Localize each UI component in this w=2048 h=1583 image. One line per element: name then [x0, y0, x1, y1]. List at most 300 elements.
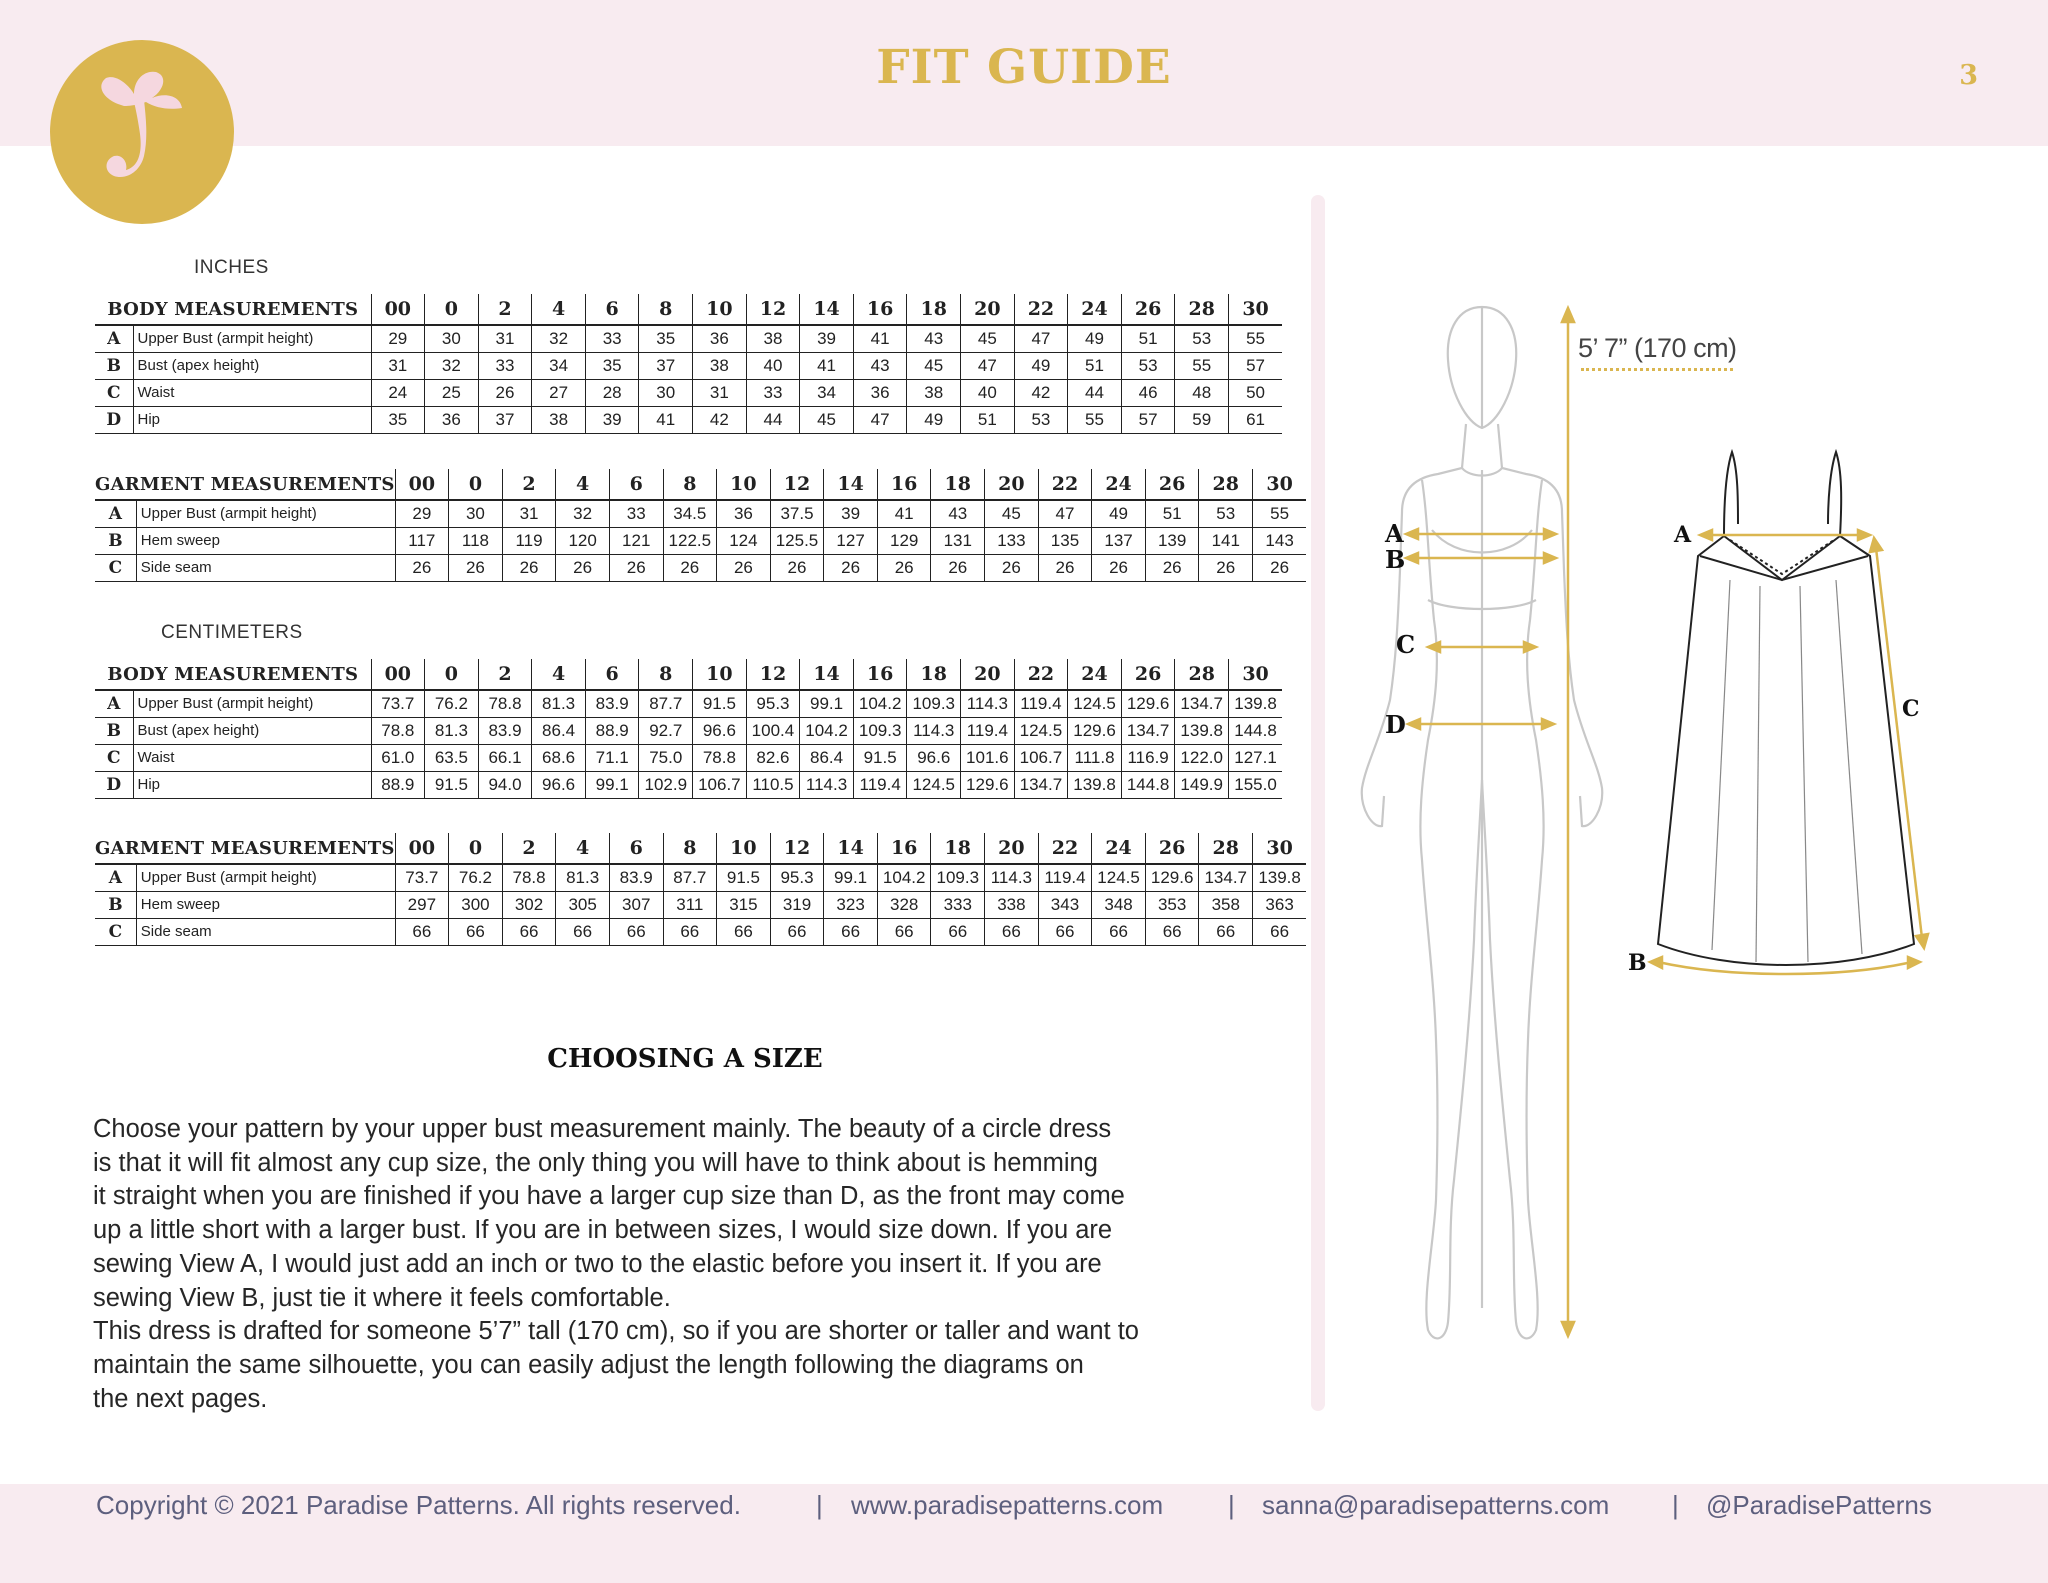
table-cell: 33 [478, 352, 532, 379]
row-label: Hip [133, 406, 371, 433]
table-cell: 39 [824, 500, 878, 527]
row-letter: C [95, 918, 136, 945]
table-cell: 35 [585, 352, 639, 379]
size-header: 0 [449, 833, 503, 864]
table-cell: 45 [985, 500, 1039, 527]
page-title: FIT GUIDE [876, 40, 1172, 95]
footer-separator-1: | [816, 1490, 823, 1520]
table-cell: 44 [746, 406, 800, 433]
table-cell: 26 [609, 554, 663, 581]
table-cell: 39 [585, 406, 639, 433]
text-line: sewing View A, I would just add an inch or two to the elastic before you insert it. If you are [93, 1249, 1102, 1278]
size-header: 8 [639, 659, 693, 690]
size-header: 16 [853, 294, 907, 325]
table-cell: 51 [1145, 500, 1199, 527]
footer-social-link[interactable]: @ParadisePatterns [1706, 1490, 1932, 1520]
row-letter: B [95, 352, 133, 379]
table-cell: 122.0 [1175, 744, 1229, 771]
inches-label: INCHES [194, 257, 269, 278]
table-cell: 51 [1068, 352, 1122, 379]
size-header: 30 [1253, 469, 1307, 500]
table-cell: 100.4 [746, 717, 800, 744]
body-label-a: A [1385, 519, 1404, 548]
size-header: 8 [639, 294, 693, 325]
table-row [95, 406, 1282, 433]
table-cell: 133 [985, 527, 1039, 554]
table-cell: 30 [425, 325, 479, 352]
table-cell: 83.9 [478, 717, 532, 744]
table-cell: 94.0 [478, 771, 532, 798]
row-letter: A [95, 864, 136, 891]
table-cell: 41 [639, 406, 693, 433]
size-header: 10 [717, 469, 771, 500]
table-cell: 66 [770, 918, 824, 945]
dress-label-b: B [1628, 950, 1647, 976]
size-header: 0 [425, 659, 479, 690]
table-cell: 66 [502, 918, 556, 945]
table-cell: 26 [1145, 554, 1199, 581]
row-letter: B [95, 527, 136, 554]
table-cell: 40 [746, 352, 800, 379]
dress-drawing [1658, 452, 1914, 965]
table-header-row [95, 659, 1282, 690]
table-cell: 26 [556, 554, 610, 581]
table-cell: 66.1 [478, 744, 532, 771]
row-label: Hem sweep [136, 891, 395, 918]
table-cell: 143 [1253, 527, 1307, 554]
table-cell: 32 [425, 352, 479, 379]
table-cell: 26 [1092, 554, 1146, 581]
paragraph-2 [93, 1315, 1293, 1416]
size-header: 4 [556, 833, 610, 864]
size-header: 2 [478, 294, 532, 325]
row-label: Upper Bust (armpit height) [136, 864, 395, 891]
size-header: 20 [985, 469, 1039, 500]
table-cell: 117 [395, 527, 449, 554]
table-cell: 41 [877, 500, 931, 527]
row-label: Hip [133, 771, 371, 798]
table-cell: 111.8 [1068, 744, 1122, 771]
size-header: 22 [1014, 294, 1068, 325]
size-header: 10 [693, 294, 747, 325]
table-cell: 315 [717, 891, 771, 918]
size-header: 00 [395, 469, 449, 500]
size-header: 18 [907, 659, 961, 690]
size-header: 24 [1092, 833, 1146, 864]
table-cell: 45 [800, 406, 854, 433]
table-cell: 32 [532, 325, 586, 352]
table-cell: 66 [717, 918, 771, 945]
table-cell: 45 [907, 352, 961, 379]
table-cell: 76.2 [449, 864, 503, 891]
table-cell: 66 [395, 918, 449, 945]
size-header: 28 [1175, 659, 1229, 690]
size-header: 4 [532, 659, 586, 690]
choosing-size-text [93, 1113, 1293, 1416]
table-cell: 88.9 [585, 717, 639, 744]
row-letter: C [95, 379, 133, 406]
size-header: 8 [663, 833, 717, 864]
table-cell: 139.8 [1068, 771, 1122, 798]
table-cell: 37 [478, 406, 532, 433]
table-cell: 26 [663, 554, 717, 581]
dress-measure-labels [1628, 522, 1920, 976]
table-header-row [95, 469, 1306, 500]
size-header: 4 [556, 469, 610, 500]
size-header: 12 [770, 469, 824, 500]
table-cell: 119.4 [853, 771, 907, 798]
inches-garment-table [95, 469, 1306, 582]
table-cell: 86.4 [532, 717, 586, 744]
table-row [95, 554, 1306, 581]
table-cell: 87.7 [639, 690, 693, 717]
table-cell: 83.9 [609, 864, 663, 891]
table-cell: 139.8 [1229, 690, 1283, 717]
table-cell: 26 [770, 554, 824, 581]
table-cell: 109.3 [907, 690, 961, 717]
table-heading: GARMENT MEASUREMENTS [95, 469, 395, 500]
table-row [95, 690, 1282, 717]
table-row [95, 527, 1306, 554]
table-cell: 27 [532, 379, 586, 406]
table-row [95, 864, 1306, 891]
size-header: 14 [824, 469, 878, 500]
table-cell: 109.3 [931, 864, 985, 891]
table-cell: 51 [961, 406, 1015, 433]
table-cell: 35 [371, 406, 425, 433]
table-cell: 66 [1145, 918, 1199, 945]
table-cell: 135 [1038, 527, 1092, 554]
text-line: it straight when you are finished if you have a larger cup size than D, as the front may come [93, 1182, 1125, 1211]
size-header: 2 [502, 833, 556, 864]
table-cell: 40 [961, 379, 1015, 406]
centimeters-body-table [95, 659, 1282, 799]
table-cell: 297 [395, 891, 449, 918]
table-cell: 338 [985, 891, 1039, 918]
table-cell: 55 [1229, 325, 1283, 352]
row-label: Bust (apex height) [133, 717, 371, 744]
size-header: 26 [1121, 294, 1175, 325]
table-cell: 305 [556, 891, 610, 918]
table-cell: 124.5 [1068, 690, 1122, 717]
row-label: Waist [133, 744, 371, 771]
table-cell: 55 [1175, 352, 1229, 379]
text-line: up a little short with a larger bust. If you are in between sizes, I would size down. If you are [93, 1216, 1113, 1245]
table-cell: 26 [1253, 554, 1307, 581]
table-cell: 139.8 [1253, 864, 1307, 891]
table-cell: 96.6 [532, 771, 586, 798]
table-row [95, 918, 1306, 945]
size-header: 24 [1068, 294, 1122, 325]
size-header: 20 [961, 294, 1015, 325]
table-cell: 88.9 [371, 771, 425, 798]
table-cell: 124 [717, 527, 771, 554]
table-cell: 134.7 [1175, 690, 1229, 717]
table-cell: 95.3 [770, 864, 824, 891]
table-cell: 86.4 [800, 744, 854, 771]
table-cell: 81.3 [532, 690, 586, 717]
footer [0, 1490, 2048, 1526]
table-cell: 101.6 [961, 744, 1015, 771]
size-header: 12 [770, 833, 824, 864]
table-cell: 134.7 [1014, 771, 1068, 798]
table-cell: 36 [717, 500, 771, 527]
footer-website-link[interactable]: www.paradisepatterns.com [851, 1490, 1164, 1520]
table-cell: 358 [1199, 891, 1253, 918]
footer-separator-3: | [1672, 1490, 1679, 1520]
size-header: 14 [824, 833, 878, 864]
table-cell: 333 [931, 891, 985, 918]
table-cell: 119.4 [961, 717, 1015, 744]
size-header: 26 [1121, 659, 1175, 690]
row-letter: C [95, 744, 133, 771]
table-cell: 106.7 [1014, 744, 1068, 771]
table-cell: 99.1 [800, 690, 854, 717]
table-cell: 55 [1253, 500, 1307, 527]
table-cell: 104.2 [877, 864, 931, 891]
size-header: 12 [746, 659, 800, 690]
table-cell: 78.8 [693, 744, 747, 771]
table-cell: 121 [609, 527, 663, 554]
size-header: 30 [1229, 659, 1283, 690]
table-cell: 37 [639, 352, 693, 379]
table-cell: 36 [693, 325, 747, 352]
table-cell: 78.8 [478, 690, 532, 717]
table-cell: 49 [1068, 325, 1122, 352]
table-cell: 343 [1038, 891, 1092, 918]
size-header: 16 [853, 659, 907, 690]
size-header: 26 [1145, 469, 1199, 500]
centimeters-garment-table [95, 833, 1306, 946]
table-cell: 91.5 [717, 864, 771, 891]
table-cell: 37.5 [770, 500, 824, 527]
table-cell: 81.3 [556, 864, 610, 891]
table-cell: 319 [770, 891, 824, 918]
size-header: 00 [371, 659, 425, 690]
table-cell: 47 [1038, 500, 1092, 527]
footer-email-link[interactable]: sanna@paradisepatterns.com [1262, 1490, 1610, 1520]
table-cell: 82.6 [746, 744, 800, 771]
table-cell: 36 [425, 406, 479, 433]
table-heading: BODY MEASUREMENTS [95, 294, 371, 325]
table-cell: 73.7 [371, 690, 425, 717]
table-cell: 42 [1014, 379, 1068, 406]
table-cell: 26 [478, 379, 532, 406]
size-header: 22 [1014, 659, 1068, 690]
row-label: Upper Bust (armpit height) [136, 500, 395, 527]
centimeters-label: CENTIMETERS [161, 622, 303, 643]
table-cell: 26 [1038, 554, 1092, 581]
table-cell: 34.5 [663, 500, 717, 527]
table-cell: 28 [585, 379, 639, 406]
table-cell: 68.6 [532, 744, 586, 771]
table-row [95, 352, 1282, 379]
size-header: 0 [449, 469, 503, 500]
table-cell: 104.2 [853, 690, 907, 717]
table-cell: 66 [449, 918, 503, 945]
body-label-b: B [1385, 545, 1406, 574]
table-cell: 302 [502, 891, 556, 918]
table-cell: 71.1 [585, 744, 639, 771]
size-header: 22 [1038, 469, 1092, 500]
table-cell: 106.7 [693, 771, 747, 798]
table-cell: 127 [824, 527, 878, 554]
dress-label-a: A [1674, 522, 1692, 548]
table-row [95, 717, 1282, 744]
table-cell: 311 [663, 891, 717, 918]
size-header: 00 [371, 294, 425, 325]
table-cell: 49 [1014, 352, 1068, 379]
table-cell: 49 [1092, 500, 1146, 527]
table-cell: 49 [907, 406, 961, 433]
size-header: 26 [1145, 833, 1199, 864]
table-row [95, 325, 1282, 352]
table-cell: 42 [693, 406, 747, 433]
table-cell: 55 [1068, 406, 1122, 433]
table-row [95, 379, 1282, 406]
table-cell: 120 [556, 527, 610, 554]
row-label: Hem sweep [136, 527, 395, 554]
table-cell: 47 [1014, 325, 1068, 352]
table-cell: 114.3 [907, 717, 961, 744]
size-header: 8 [663, 469, 717, 500]
table-cell: 300 [449, 891, 503, 918]
table-row [95, 891, 1306, 918]
table-cell: 61.0 [371, 744, 425, 771]
table-cell: 114.3 [985, 864, 1039, 891]
size-header: 18 [931, 833, 985, 864]
row-label: Side seam [136, 554, 395, 581]
table-cell: 57 [1121, 406, 1175, 433]
table-header-row [95, 294, 1282, 325]
text-line: This dress is drafted for someone 5’7” tall (170 cm), so if you are shorter or taller and want to [93, 1317, 1139, 1346]
table-cell: 91.5 [693, 690, 747, 717]
inches-body-table [95, 294, 1282, 434]
table-cell: 66 [985, 918, 1039, 945]
table-cell: 31 [478, 325, 532, 352]
size-header: 28 [1175, 294, 1229, 325]
table-cell: 26 [824, 554, 878, 581]
dress-label-c: C [1902, 696, 1920, 722]
size-header: 0 [425, 294, 479, 325]
table-heading: GARMENT MEASUREMENTS [95, 833, 395, 864]
table-cell: 31 [502, 500, 556, 527]
text-line: maintain the same silhouette, you can easily adjust the length following the diagrams on [93, 1350, 1084, 1379]
table-cell: 31 [693, 379, 747, 406]
table-cell: 32 [556, 500, 610, 527]
table-cell: 139 [1145, 527, 1199, 554]
table-cell: 75.0 [639, 744, 693, 771]
table-cell: 78.8 [371, 717, 425, 744]
table-cell: 25 [425, 379, 479, 406]
table-cell: 131 [931, 527, 985, 554]
table-cell: 124.5 [1092, 864, 1146, 891]
table-cell: 144.8 [1229, 717, 1283, 744]
table-cell: 51 [1121, 325, 1175, 352]
size-header: 12 [746, 294, 800, 325]
table-header-row [95, 833, 1306, 864]
table-cell: 125.5 [770, 527, 824, 554]
table-cell: 137 [1092, 527, 1146, 554]
size-header: 2 [502, 469, 556, 500]
text-line: is that it will fit almost any cup size, the only thing you will have to think about is hemming [93, 1148, 1098, 1177]
size-header: 16 [877, 833, 931, 864]
size-header: 14 [800, 294, 854, 325]
size-header: 20 [961, 659, 1015, 690]
table-cell: 307 [609, 891, 663, 918]
row-label: Waist [133, 379, 371, 406]
table-cell: 53 [1014, 406, 1068, 433]
table-cell: 91.5 [425, 771, 479, 798]
table-cell: 134.7 [1199, 864, 1253, 891]
row-letter: A [95, 500, 136, 527]
table-cell: 129.6 [1121, 690, 1175, 717]
table-cell: 91.5 [853, 744, 907, 771]
table-cell: 43 [931, 500, 985, 527]
text-line: the next pages. [93, 1384, 268, 1413]
size-header: 6 [609, 469, 663, 500]
table-cell: 36 [853, 379, 907, 406]
table-cell: 87.7 [663, 864, 717, 891]
table-cell: 124.5 [1014, 717, 1068, 744]
table-cell: 66 [877, 918, 931, 945]
table-cell: 124.5 [907, 771, 961, 798]
table-row [95, 500, 1306, 527]
table-cell: 26 [985, 554, 1039, 581]
table-cell: 127.1 [1229, 744, 1283, 771]
table-cell: 363 [1253, 891, 1307, 918]
size-header: 2 [478, 659, 532, 690]
table-cell: 38 [532, 406, 586, 433]
size-header: 00 [395, 833, 449, 864]
size-header: 28 [1199, 469, 1253, 500]
table-cell: 66 [824, 918, 878, 945]
row-letter: A [95, 690, 133, 717]
table-cell: 83.9 [585, 690, 639, 717]
table-cell: 95.3 [746, 690, 800, 717]
table-cell: 323 [824, 891, 878, 918]
fit-diagram [1360, 290, 1960, 1350]
table-cell: 129 [877, 527, 931, 554]
table-cell: 43 [907, 325, 961, 352]
table-cell: 26 [449, 554, 503, 581]
table-cell: 139.8 [1175, 717, 1229, 744]
table-cell: 29 [395, 500, 449, 527]
table-cell: 24 [371, 379, 425, 406]
height-arrow [1562, 308, 1574, 1336]
table-cell: 119.4 [1038, 864, 1092, 891]
table-cell: 30 [449, 500, 503, 527]
table-cell: 122.5 [663, 527, 717, 554]
table-row [95, 744, 1282, 771]
table-cell: 149.9 [1175, 771, 1229, 798]
table-cell: 96.6 [907, 744, 961, 771]
table-cell: 53 [1199, 500, 1253, 527]
table-cell: 26 [395, 554, 449, 581]
table-cell: 119 [502, 527, 556, 554]
size-header: 6 [609, 833, 663, 864]
table-cell: 39 [800, 325, 854, 352]
text-line: sewing View B, just tie it where it feels comfortable. [93, 1283, 671, 1312]
table-cell: 99.1 [824, 864, 878, 891]
table-cell: 26 [931, 554, 985, 581]
table-cell: 26 [877, 554, 931, 581]
height-label-underline [1581, 368, 1733, 371]
size-header: 20 [985, 833, 1039, 864]
table-cell: 66 [1253, 918, 1307, 945]
table-cell: 43 [853, 352, 907, 379]
row-letter: B [95, 891, 136, 918]
